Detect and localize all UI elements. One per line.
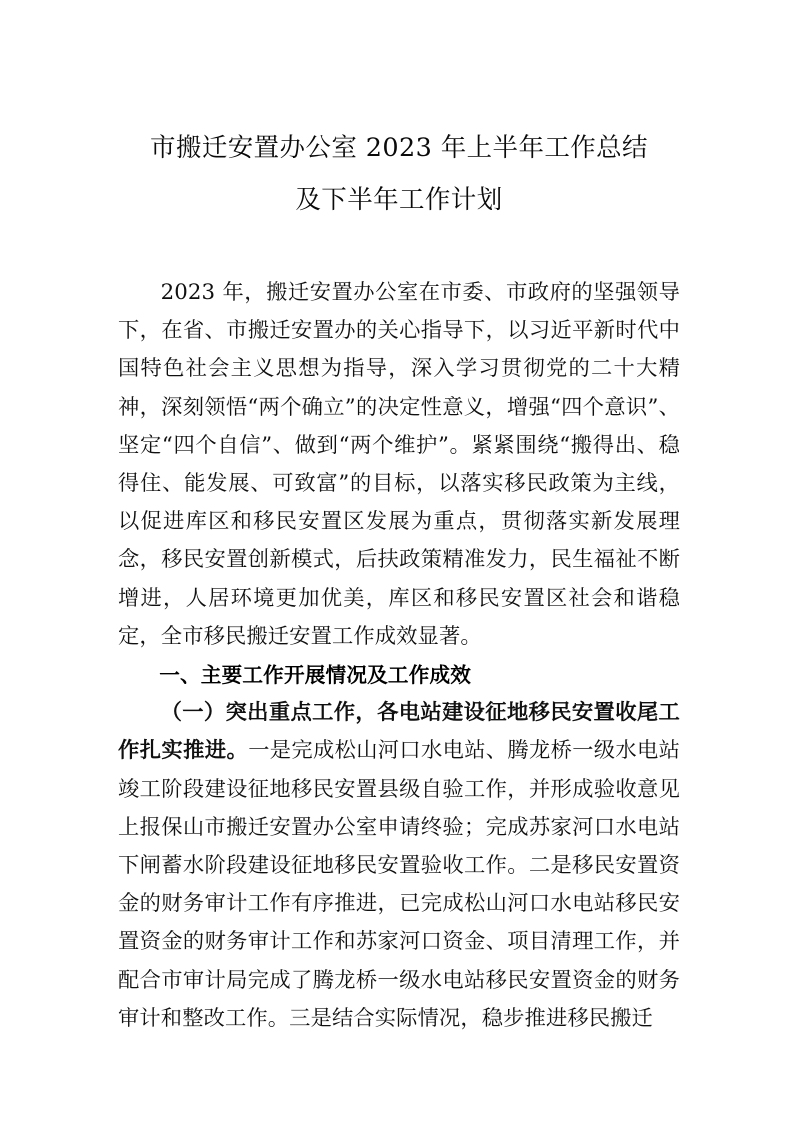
document-content	[118, 122, 680, 1038]
title-spacer	[118, 226, 680, 274]
document-title-line-1: 市搬迁安置办公室 2023 年上半年工作总结	[150, 133, 648, 163]
subsection-body-1: 一是完成松山河口水电站、腾龙桥一级水电站竣工阶段建设征地移民安置县级自验工作，并形成验收意见上报保山市搬迁安置办公室申请终验；完成苏家河口水电站下闸蓄水阶段建设征地移民安置验收工作。二是移民安置资金的财务审计工作有序推进，已完成松山河口水电站移民安置资金的财务审计工作和苏家河口资金、项目清理工作，并配合市审计局完成了腾龙桥一级水电站移民安置资金的财务审计和整改工作。三是结合实际情况，稳步推进移民搬迁	[118, 738, 680, 1031]
subsection-paragraph-1	[118, 694, 680, 1038]
document-title-line-2: 及下半年工作计划	[295, 185, 503, 215]
intro-paragraph: 2023 年，搬迁安置办公室在市委、市政府的坚强领导下，在省、市搬迁安置办的关心指导下，以习近平新时代中国特色社会主义思想为指导，深入学习贯彻党的二十大精神，深刻领悟“两个确立”的决定性意义，增强“四个意识”、坚定“四个自信”、做到“两个维护”。紧紧围绕“搬得出、稳得住、能发展、可致富”的目标，以落实移民政策为主线，以促进库区和移民安置区发展为重点，贯彻落实新发展理念，移民安置创新模式，后扶政策精准发力，民生福祉不断增进，人居环境更加优美，库区和移民安置区社会和谐稳定，全市移民搬迁安置工作成效显著。	[118, 280, 680, 649]
document-title	[118, 122, 680, 226]
section-heading-1: 一、主要工作开展情况及工作成效	[159, 663, 472, 688]
subsection-lead-1: （一）突出重点工作，各电站建设征地移民安置收尾工作扎实推进。	[118, 700, 680, 764]
